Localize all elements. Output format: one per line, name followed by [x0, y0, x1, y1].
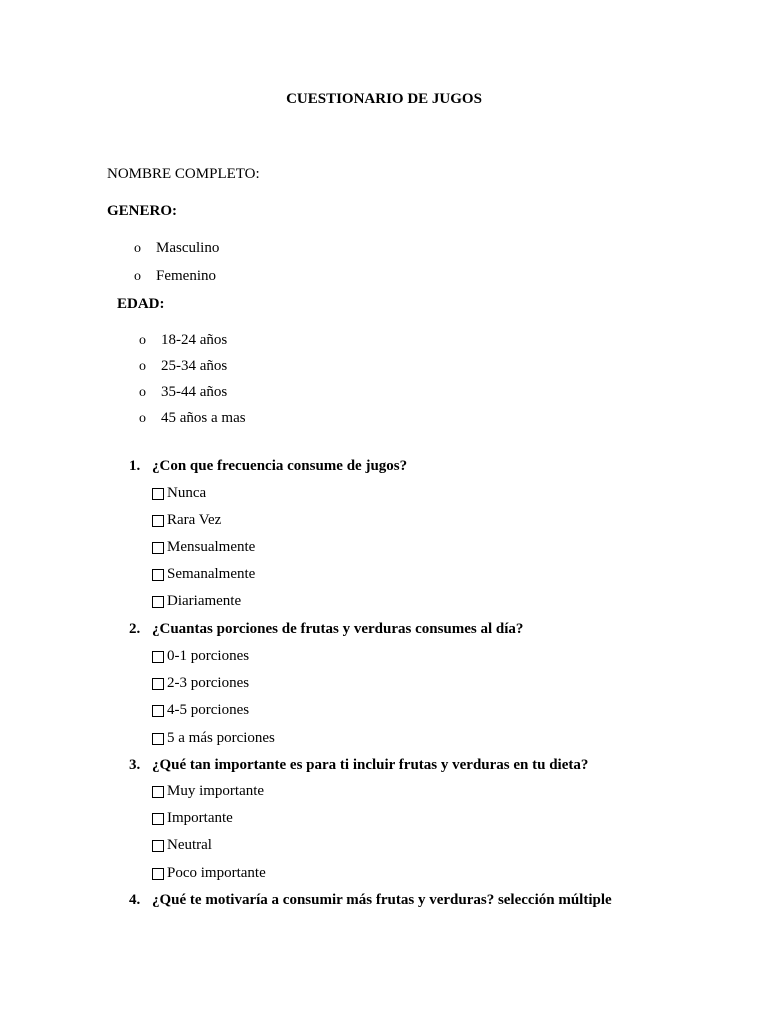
checkbox-icon[interactable] [152, 569, 164, 581]
option-label: Semanalmente [167, 566, 256, 582]
checkbox-icon[interactable] [152, 488, 164, 500]
question-number: 4. [129, 892, 141, 908]
checkbox-option[interactable] [152, 485, 206, 502]
checkbox-option[interactable] [152, 865, 266, 882]
nombre-label: NOMBRE COMPLETO: [107, 166, 260, 182]
option-label: Neutral [167, 837, 212, 853]
question-number: 3. [129, 757, 141, 773]
option-label: Muy importante [167, 783, 265, 799]
option-label: Poco importante [167, 865, 266, 881]
checkbox-icon[interactable] [152, 515, 164, 527]
option-label: Masculino [156, 240, 220, 256]
checkbox-option[interactable] [152, 539, 255, 556]
edad-option[interactable] [139, 410, 246, 427]
checkbox-icon[interactable] [152, 868, 164, 880]
option-label: Nunca [167, 485, 207, 501]
option-label: 45 años a mas [161, 410, 246, 426]
genero-option[interactable] [134, 268, 216, 285]
page-title: CUESTIONARIO DE JUGOS [286, 91, 482, 107]
checkbox-icon[interactable] [152, 786, 164, 798]
checkbox-option[interactable] [152, 702, 249, 719]
question-text: ¿Cuantas porciones de frutas y verduras consumes al día? [152, 621, 524, 637]
bullet-icon: o [139, 333, 146, 348]
bullet-icon: o [139, 385, 146, 400]
checkbox-option[interactable] [152, 566, 255, 583]
checkbox-option[interactable] [152, 810, 233, 827]
edad-option[interactable] [139, 332, 228, 349]
edad-option[interactable] [139, 358, 228, 375]
question-text: ¿Con que frecuencia consume de jugos? [152, 458, 408, 474]
genero-option[interactable] [134, 240, 220, 257]
checkbox-icon[interactable] [152, 733, 164, 745]
checkbox-option[interactable] [152, 675, 249, 692]
option-label: Importante [167, 810, 233, 826]
checkbox-option[interactable] [152, 730, 275, 747]
checkbox-option[interactable] [152, 783, 264, 800]
option-label: Mensualmente [167, 539, 256, 555]
option-label: Diariamente [167, 593, 242, 609]
question-number: 2. [129, 621, 141, 637]
checkbox-option[interactable] [152, 837, 212, 854]
question-text: ¿Qué tan importante es para ti incluir frutas y verduras en tu dieta? [152, 757, 589, 773]
option-label: 35-44 años [161, 384, 228, 400]
option-label: Rara Vez [167, 512, 222, 528]
edad-label: EDAD: [117, 296, 165, 312]
bullet-icon: o [134, 241, 141, 256]
checkbox-option[interactable] [152, 593, 241, 610]
checkbox-icon[interactable] [152, 596, 164, 608]
checkbox-icon[interactable] [152, 705, 164, 717]
option-label: 18-24 años [161, 332, 228, 348]
option-label: 5 a más porciones [167, 730, 275, 746]
bullet-icon: o [139, 359, 146, 374]
option-label: 25-34 años [161, 358, 228, 374]
checkbox-option[interactable] [152, 648, 249, 665]
checkbox-option[interactable] [152, 512, 221, 529]
checkbox-icon[interactable] [152, 840, 164, 852]
option-label: 2-3 porciones [167, 675, 250, 691]
checkbox-icon[interactable] [152, 678, 164, 690]
option-label: 0-1 porciones [167, 648, 250, 664]
question-text: ¿Qué te motivaría a consumir más frutas y verduras? selección múltiple [152, 892, 612, 908]
bullet-icon: o [134, 269, 141, 284]
checkbox-icon[interactable] [152, 542, 164, 554]
bullet-icon: o [139, 411, 146, 426]
option-label: Femenino [156, 268, 216, 284]
question-number: 1. [129, 458, 141, 474]
edad-option[interactable] [139, 384, 228, 401]
option-label: 4-5 porciones [167, 702, 250, 718]
genero-label: GENERO: [107, 203, 178, 219]
checkbox-icon[interactable] [152, 813, 164, 825]
checkbox-icon[interactable] [152, 651, 164, 663]
